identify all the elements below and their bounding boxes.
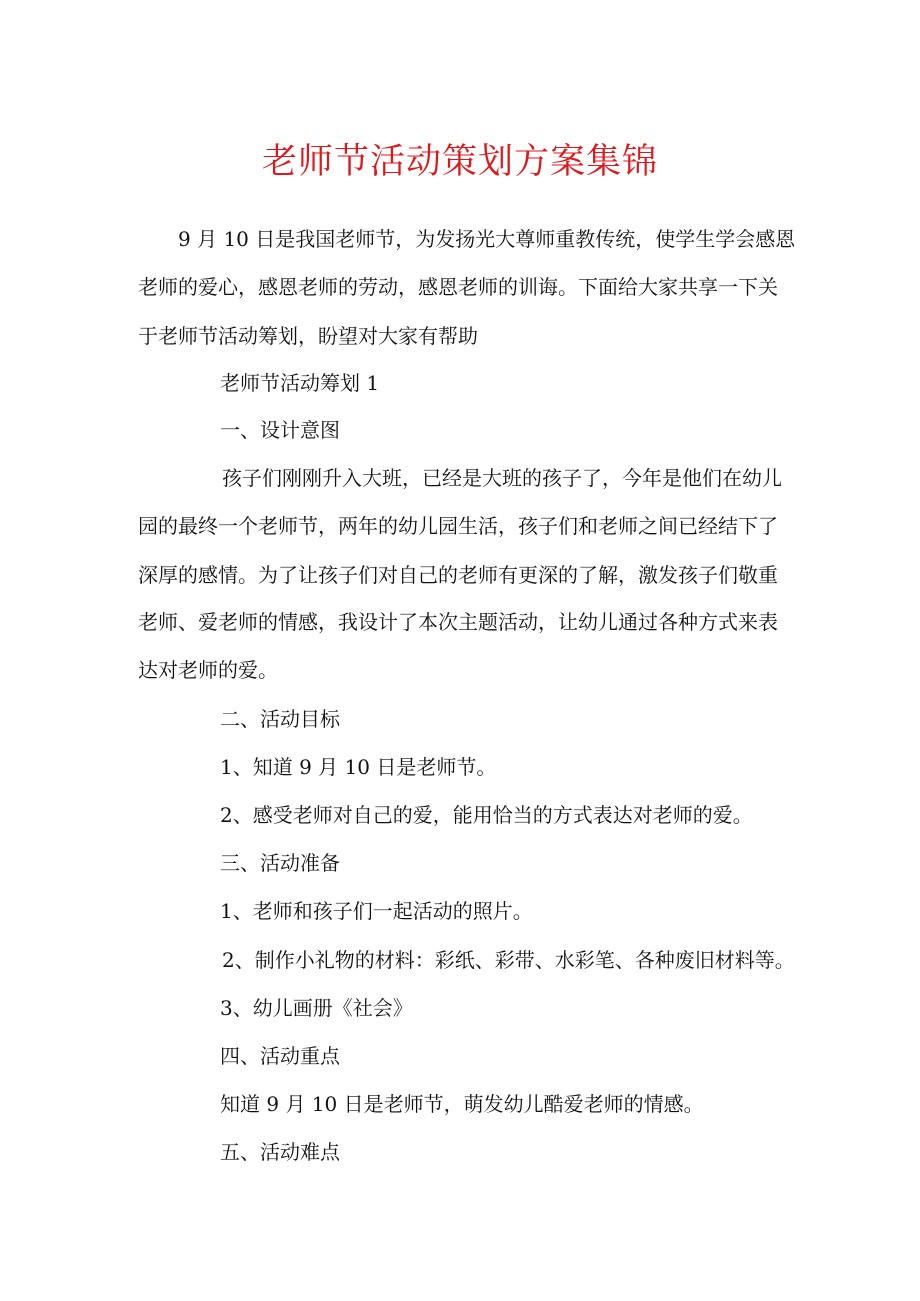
intro-line-2: 老师的爱心，感恩老师的劳动，感恩老师的训诲。下面给大家共享一下关 [138,275,778,299]
section-heading-difficulty: 五、活动难点 [220,1140,340,1164]
section-heading-preparation: 三、活动准备 [220,851,340,875]
goal-item-1: 1、知道 9 月 10 日是老师节。 [220,755,497,779]
goal-item-2: 2、感受老师对自己的爱，能用恰当的方式表达对老师的爱。 [220,803,753,827]
section-heading-key-point: 四、活动重点 [220,1044,340,1068]
intro-line-3: 于老师节活动筹划，盼望对大家有帮助 [138,324,478,348]
section-heading-plan-1: 老师节活动筹划 1 [220,371,380,395]
section-heading-design-intent: 一、设计意图 [220,418,340,442]
intro-line-1: 9 月 10 日是我国老师节，为发扬光大尊师重教传统，使学生学会感恩 [178,227,796,251]
preparation-item-3: 3、幼儿画册《社会》 [220,996,413,1020]
design-intent-line-3: 深厚的感情。为了让孩子们对自己的老师有更深的了解，激发孩子们敬重 [138,563,778,587]
design-intent-line-5: 达对老师的爱。 [138,658,278,682]
document-title: 老师节活动策划方案集锦 [261,142,658,182]
preparation-item-2: 2、制作小礼物的材料：彩纸、彩带、水彩笔、各种废旧材料等。 [222,948,795,972]
key-point-text: 知道 9 月 10 日是老师节，萌发幼儿酷爱老师的情感。 [220,1092,704,1116]
design-intent-line-2: 园的最终一个老师节，两年的幼儿园生活，孩子们和老师之间已经结下了 [138,514,778,538]
design-intent-line-4: 老师、爱老师的情感，我设计了本次主题活动，让幼儿通过各种方式来表 [138,610,778,634]
design-intent-line-1: 孩子们刚刚升入大班，已经是大班的孩子了，今年是他们在幼儿 [222,466,782,490]
preparation-item-1: 1、老师和孩子们一起活动的照片。 [220,899,533,923]
section-heading-goals: 二、活动目标 [220,707,340,731]
